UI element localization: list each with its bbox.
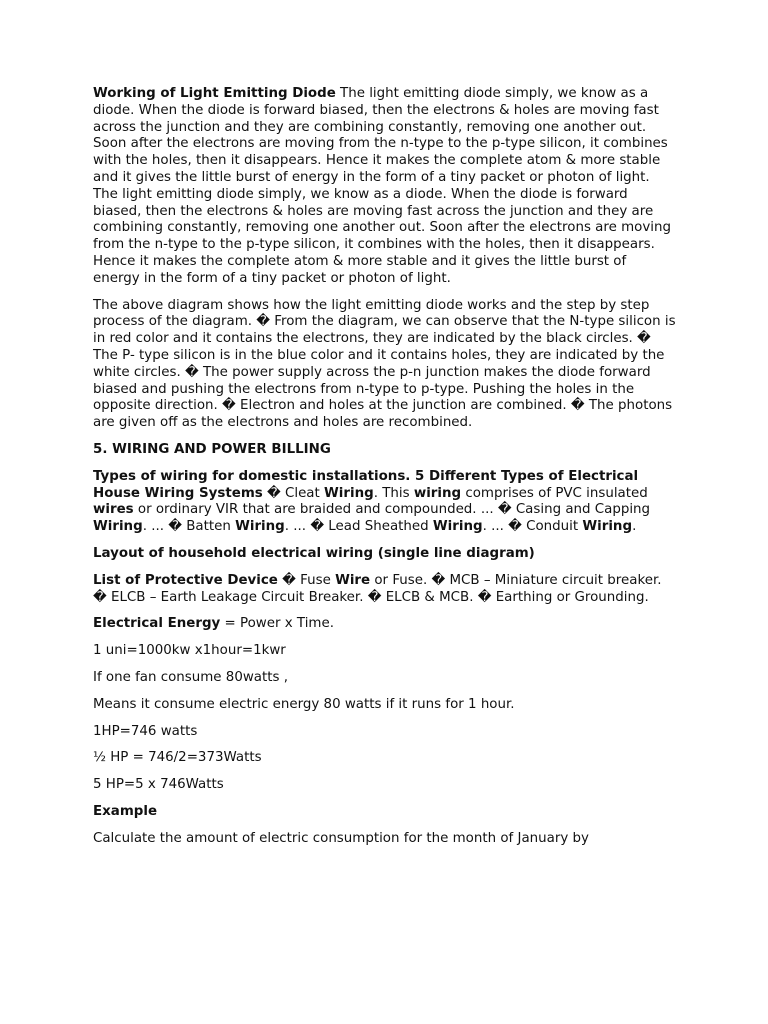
text-span: � Cleat [262,485,325,501]
text-span: comprises of PVC insulated [461,485,648,501]
text-span: . ... � Lead Sheathed [284,519,433,535]
text-span: or ordinary VIR that are braided and compounded. ... � Casing and Capping [133,502,651,518]
electrical-energy-term: Electrical Energy [93,616,221,632]
section-heading: 5. WIRING AND POWER BILLING [93,441,331,457]
bold-term: wiring [413,485,462,501]
led-working-paragraph [93,86,677,288]
five-hp-line: 5 HP=5 x 746Watts [93,777,224,793]
example-heading: Example [93,803,158,819]
bold-term: Wiring [93,519,143,535]
text-span: � Fuse [277,572,336,588]
diagram-explanation-paragraph: The above diagram shows how the light emitting diode works and the step by step process of the diagram. � From the diagram, we can observe that the N-type silicon is in red color and it contains the electrons, they are indicated by the black circles. � The P- type silicon is in the blue color and it contains holes, they are indicated by the white circles. � The power supply across the p-n junction makes the diode forward biased and pushing the electrons from n-type to p-type. Pushing the holes in the opposite direction. � Electron and holes at the junction are combined. � The photons are given off as the electrons and holes are recombined. [93,297,676,431]
fan-consumption-line: If one fan consume 80watts , [93,669,288,685]
text-span: = Power x Time. [220,616,334,632]
half-hp-line: ½ HP = 746/2=373Watts [93,750,262,766]
wiring-types-heading: Types of wiring for domestic installations. 5 Different Types of Electrical House Wiring Systems [93,468,639,501]
electrical-energy-paragraph [93,616,677,633]
text-span: . ... � Conduit [482,519,583,535]
document-page [93,86,677,857]
led-working-text: The light emitting diode simply, we know as a diode. When the diode is forward biased, then the electrons & holes are moving fast across the junction and they are combining constantly, removing one another out. Soon after the electrons are moving from the n-type to the p-type silicon, it combines with the holes, then it disappears. Hence it makes the complete atom & more stable and it gives the little burst of energy in the form of a tiny packet or photon of light. The light emitting diode simply, we know as a diode. When the diode is forward biased, then the electrons & holes are moving fast across the junction and they are combining constantly, removing one another out. Soon after the electrons are moving from the n-type to the p-type silicon, it combines with the holes, then it disappears. Hence it makes the complete atom & more stable and it gives the little burst of energy in the form of a tiny packet or photon of light. [93,86,671,286]
hp-watts-line: 1HP=746 watts [93,723,198,739]
text-span: or Fuse. � MCB – Miniature circuit breaker. � ELCB – Earth Leakage Circuit Breaker. � ELCB & MCB. � Earthing or Grounding. [93,572,662,605]
wiring-types-paragraph [93,469,677,536]
text-span: . This [373,485,414,501]
text-span: . ... � Batten [142,519,236,535]
layout-heading: Layout of household electrical wiring (single line diagram) [93,545,535,561]
unit-definition-line: 1 uni=1000kw x1hour=1kwr [93,643,286,659]
bold-term: Wiring [432,519,483,535]
example-question-line: Calculate the amount of electric consumption for the month of January by [93,830,589,846]
bold-term: Wire [335,572,371,588]
protective-device-heading: List of Protective Device [93,572,278,588]
bold-term: wires [93,502,134,518]
bold-term: Wiring [235,519,285,535]
bold-term: Wiring [324,485,374,501]
protective-device-paragraph [93,573,677,607]
fan-energy-line: Means it consume electric energy 80 watts if it runs for 1 hour. [93,696,515,712]
text-span: . [632,519,637,535]
led-working-heading: Working of Light Emitting Diode [93,86,336,101]
bold-term: Wiring [582,519,633,535]
